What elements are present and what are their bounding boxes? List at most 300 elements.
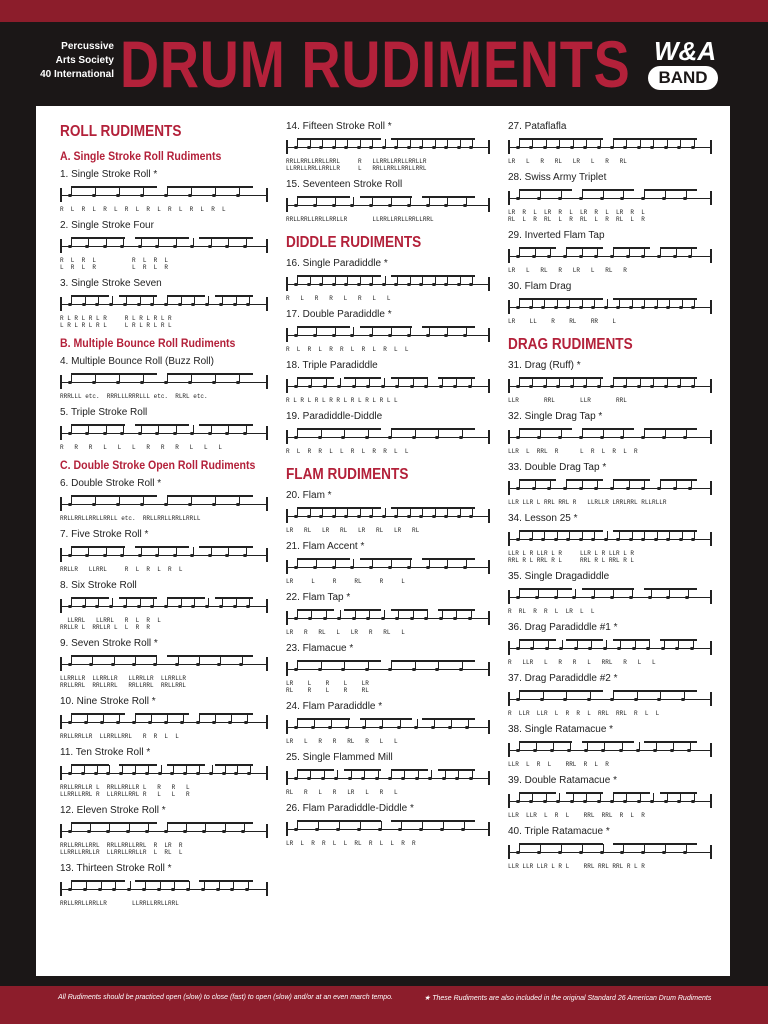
note-beam: [391, 660, 475, 662]
barline: [488, 509, 490, 523]
note-head: [341, 668, 345, 671]
note-head: [219, 605, 223, 608]
note-head: [401, 777, 405, 780]
note-head: [410, 385, 414, 388]
note-head: [432, 515, 436, 518]
note-beam: [167, 186, 253, 188]
rudiment-title: 17. Double Paradiddle *: [286, 309, 392, 320]
note-beam: [582, 428, 635, 430]
barline: [710, 140, 712, 154]
note-head: [164, 721, 168, 724]
barline: [508, 481, 510, 495]
note-head: [448, 726, 452, 729]
note-head: [620, 197, 624, 200]
note-head: [662, 197, 666, 200]
note-head: [623, 800, 627, 803]
note-beam: [438, 769, 475, 771]
note-head: [294, 777, 298, 780]
note-head: [217, 663, 221, 666]
note-head: [323, 385, 327, 388]
note-head: [468, 385, 472, 388]
note-head: [68, 663, 72, 666]
note-head: [444, 515, 448, 518]
note-head: [398, 828, 402, 831]
note-head: [103, 432, 107, 435]
note-head: [397, 726, 401, 729]
note-beam: [199, 546, 253, 548]
rudiment-item: [60, 528, 268, 573]
note-head: [307, 283, 311, 286]
note-head: [212, 381, 216, 384]
note-beam: [135, 424, 189, 426]
barline: [508, 191, 510, 205]
rudiment-title: 19. Paradiddle-Diddle: [286, 411, 383, 422]
rudiment-title: 33. Double Drag Tap *: [508, 462, 607, 473]
note-beam: [167, 597, 205, 599]
note-beam: [297, 326, 350, 328]
barline: [488, 140, 490, 154]
note-head: [677, 800, 681, 803]
note-head: [219, 303, 223, 306]
note-head: [388, 777, 392, 780]
rudiment-item: [60, 406, 268, 451]
note-beam: [297, 820, 381, 822]
rudiment-item: [286, 178, 490, 223]
note-head: [532, 255, 536, 258]
note-head: [196, 663, 200, 666]
barline: [286, 379, 288, 393]
note-head: [554, 538, 558, 541]
column-3: [508, 120, 712, 876]
note-head: [83, 888, 87, 891]
note-beam: [297, 769, 334, 771]
rudiment-title: 34. Lesson 25 *: [508, 513, 578, 524]
rudiment-sticking: LR RL LR RL LR RL LR RL: [286, 527, 420, 534]
rudiment-item: [60, 862, 268, 907]
rudiment-item: [286, 751, 490, 796]
note-head: [379, 726, 383, 729]
note-head: [186, 888, 190, 891]
note-head: [294, 204, 298, 207]
section-heading: ROLL RUDIMENTS: [60, 123, 182, 140]
rudiment-sticking: R R R L L L R R R L L L: [60, 444, 223, 451]
rudiment-title: 37. Drag Paradiddle #2 *: [508, 673, 618, 684]
note-head: [294, 436, 298, 439]
rudiment-title: 18. Triple Paradiddle: [286, 360, 378, 371]
barline: [60, 188, 62, 202]
note-head: [68, 605, 72, 608]
note-head: [178, 605, 182, 608]
note-head: [675, 647, 679, 650]
rudiment-item: [286, 359, 490, 404]
note-head: [244, 721, 248, 724]
note-head: [469, 283, 473, 286]
barline: [488, 328, 490, 342]
note-head: [369, 566, 373, 569]
rudiment-sticking: R L R L R L R R L R L R L R L L: [286, 397, 398, 404]
note-beam: [167, 655, 253, 657]
note-head: [246, 303, 250, 306]
note-head: [116, 381, 120, 384]
rudiment-title: 20. Flam *: [286, 490, 332, 501]
rudiment-title: 12. Eleven Stroke Roll *: [60, 805, 166, 816]
notation-staff: [508, 136, 712, 158]
note-head: [558, 197, 562, 200]
note-beam: [297, 718, 350, 720]
note-head: [243, 245, 247, 248]
barline: [508, 794, 510, 808]
notation-staff: [286, 767, 490, 789]
note-head: [419, 828, 423, 831]
note-beam: [391, 609, 428, 611]
rudiment-title: 11. Ten Stroke Roll *: [60, 747, 151, 758]
note-head: [334, 777, 338, 780]
note-head: [691, 538, 695, 541]
note-head: [412, 668, 416, 671]
note-head: [140, 194, 144, 197]
rudiment-title: 10. Nine Stroke Roll *: [60, 696, 156, 707]
note-head: [529, 538, 533, 541]
note-head: [583, 800, 587, 803]
note-head: [688, 255, 692, 258]
note-head: [294, 334, 298, 337]
rudiment-sticking: LR L R R L L RL R L L R R: [286, 840, 416, 847]
note-head: [120, 554, 124, 557]
note-head: [140, 503, 144, 506]
note-head: [382, 146, 386, 149]
note-head: [68, 721, 72, 724]
note-head: [369, 283, 373, 286]
note-head: [236, 194, 240, 197]
note-beam: [71, 546, 125, 548]
note-head: [601, 749, 605, 752]
note-head: [641, 255, 645, 258]
note-head: [137, 303, 141, 306]
rudiment-sticking: RRLLRRLLRRLLRRL R LLRRLLRRLLRRLLR LLRRLLRRLLRRLLR L RRLLRRLLRRLLRRL: [286, 158, 427, 172]
note-head: [106, 772, 110, 775]
note-beam: [613, 138, 697, 140]
note-head: [89, 663, 93, 666]
note-beam: [582, 189, 635, 191]
note-head: [109, 605, 113, 608]
note-head: [623, 146, 627, 149]
rudiment-item: [286, 700, 490, 745]
barline: [266, 599, 268, 613]
note-beam: [644, 428, 697, 430]
note-head: [558, 436, 562, 439]
note-beam: [613, 377, 697, 379]
barline: [710, 743, 712, 757]
note-head: [653, 749, 657, 752]
note-head: [570, 800, 574, 803]
barline: [286, 198, 288, 212]
note-head: [535, 596, 539, 599]
rudiment-item: [508, 280, 712, 325]
note-head: [516, 306, 520, 309]
note-beam: [297, 609, 334, 611]
note-head: [469, 515, 473, 518]
note-beam: [391, 507, 475, 509]
note-head: [556, 800, 560, 803]
rudiment-title: 24. Flam Paradiddle *: [286, 701, 383, 712]
barline: [508, 379, 510, 393]
note-head: [545, 647, 549, 650]
pas-credit: [36, 40, 114, 82]
rudiment-sticking: LLR L R L RRL R L R: [508, 761, 609, 768]
note-head: [357, 283, 361, 286]
note-head: [155, 245, 159, 248]
note-head: [388, 566, 392, 569]
barline: [266, 715, 268, 729]
note-head: [85, 245, 89, 248]
note-head: [138, 245, 142, 248]
note-head: [617, 647, 621, 650]
note-head: [216, 888, 220, 891]
note-head: [123, 303, 127, 306]
note-head: [407, 334, 411, 337]
notation-staff: [508, 375, 712, 397]
note-head: [591, 306, 595, 309]
note-beam: [519, 530, 603, 532]
barline: [266, 375, 268, 389]
note-head: [636, 749, 640, 752]
note-head: [558, 851, 562, 854]
note-head: [541, 306, 545, 309]
note-beam: [119, 597, 157, 599]
barline: [286, 277, 288, 291]
note-head: [140, 381, 144, 384]
note-head: [540, 698, 544, 701]
note-head: [579, 306, 583, 309]
note-head: [516, 436, 520, 439]
note-beam: [519, 298, 603, 300]
note-head: [435, 668, 439, 671]
note-head: [230, 888, 234, 891]
note-head: [120, 245, 124, 248]
note-head: [178, 303, 182, 306]
notation-staff: [508, 637, 712, 659]
note-head: [205, 303, 209, 306]
note-head: [455, 777, 459, 780]
note-head: [132, 663, 136, 666]
note-beam: [71, 655, 157, 657]
rudiment-title: 30. Flam Drag: [508, 281, 572, 292]
barline: [60, 715, 62, 729]
note-head: [657, 698, 661, 701]
rudiment-item: [60, 355, 268, 400]
note-head: [388, 204, 392, 207]
note-head: [424, 617, 428, 620]
rudiment-title: 39. Double Ratamacue *: [508, 775, 617, 786]
note-beam: [119, 295, 157, 297]
rudiment-item: [60, 277, 268, 329]
note-head: [529, 306, 533, 309]
barline: [60, 657, 62, 671]
note-head: [556, 385, 560, 388]
note-beam: [167, 764, 205, 766]
note-head: [150, 605, 154, 608]
note-head: [600, 851, 604, 854]
note-head: [650, 385, 654, 388]
barline: [488, 771, 490, 785]
note-beam: [360, 196, 413, 198]
note-head: [407, 146, 411, 149]
barline: [60, 297, 62, 311]
note-head: [626, 487, 630, 490]
note-head: [120, 432, 124, 435]
barline: [508, 249, 510, 263]
note-head: [604, 306, 608, 309]
note-beam: [519, 588, 572, 590]
note-head: [597, 385, 601, 388]
note-head: [208, 432, 212, 435]
rudiment-item: [60, 219, 268, 271]
top-red-band: [0, 0, 768, 22]
staff-line: [286, 386, 490, 387]
note-head: [345, 726, 349, 729]
note-head: [687, 749, 691, 752]
note-head: [532, 487, 536, 490]
note-head: [369, 146, 373, 149]
note-head: [637, 385, 641, 388]
note-head: [92, 381, 96, 384]
note-head: [610, 385, 614, 388]
note-head: [616, 538, 620, 541]
note-head: [641, 487, 645, 490]
note-head: [516, 385, 520, 388]
rudiment-sticking: RL R L R LR L R L: [286, 789, 398, 796]
note-head: [362, 726, 366, 729]
logo-wa-text: W&A: [654, 36, 717, 66]
note-head: [394, 146, 398, 149]
rudiment-item: [508, 512, 712, 564]
note-head: [591, 538, 595, 541]
barline: [710, 191, 712, 205]
note-head: [463, 334, 467, 337]
note-head: [691, 800, 695, 803]
rudiment-sticking: R L R L R L R R L R L R L R L R L R L R L L R L R L R L: [60, 315, 172, 329]
note-head: [332, 146, 336, 149]
note-head: [657, 255, 661, 258]
note-head: [173, 432, 177, 435]
note-beam: [199, 237, 253, 239]
note-beam: [660, 247, 697, 249]
pas-line: Arts Society: [55, 55, 114, 66]
section-heading: DRAG RUDIMENTS: [508, 336, 633, 353]
note-head: [679, 538, 683, 541]
note-head: [632, 647, 636, 650]
notation-staff: [508, 739, 712, 761]
note-head: [233, 303, 237, 306]
note-head: [294, 726, 298, 729]
note-head: [175, 663, 179, 666]
rudiment-sticking: RRLLRRLLRRL RRLLRRLLRRL R LR R LLRRLLRRLLR LLRRLLRRLLR L RL L: [60, 842, 183, 856]
note-head: [648, 596, 652, 599]
note-head: [641, 436, 645, 439]
note-head: [142, 888, 146, 891]
note-beam: [613, 298, 697, 300]
note-head: [414, 726, 418, 729]
note-head: [205, 605, 209, 608]
note-head: [664, 146, 668, 149]
note-head: [188, 194, 192, 197]
note-head: [145, 772, 149, 775]
rudiment-sticking: LR LL R RL RR L: [508, 318, 617, 325]
note-beam: [215, 764, 253, 766]
note-head: [516, 538, 520, 541]
notation-staff: [60, 595, 268, 617]
note-head: [579, 436, 583, 439]
note-head: [634, 698, 638, 701]
note-head: [350, 566, 354, 569]
pas-line: Percussive: [61, 41, 114, 52]
note-beam: [71, 597, 109, 599]
notation-staff: [286, 324, 490, 346]
note-beam: [71, 237, 125, 239]
note-head: [610, 698, 614, 701]
note-head: [516, 800, 520, 803]
note-head: [92, 503, 96, 506]
note-head: [543, 385, 547, 388]
barline: [60, 824, 62, 838]
note-head: [98, 888, 102, 891]
note-head: [654, 306, 658, 309]
note-head: [92, 194, 96, 197]
note-head: [431, 726, 435, 729]
rudiment-item: [508, 120, 712, 165]
rudiment-title: 15. Seventeen Stroke Roll: [286, 179, 403, 190]
note-head: [212, 194, 216, 197]
barline: [266, 657, 268, 671]
note-beam: [391, 769, 428, 771]
note-head: [307, 146, 311, 149]
barline: [266, 766, 268, 780]
note-head: [457, 515, 461, 518]
notation-staff: [508, 841, 712, 863]
note-head: [412, 436, 416, 439]
note-head: [677, 146, 681, 149]
note-beam: [566, 479, 603, 481]
note-beam: [519, 792, 556, 794]
note-head: [530, 647, 534, 650]
rudiment-sticking: LLR RRL LLR RRL: [508, 397, 627, 404]
barline: [710, 590, 712, 604]
note-head: [132, 772, 136, 775]
note-beam: [135, 546, 189, 548]
note-head: [173, 245, 177, 248]
note-beam: [566, 639, 603, 641]
note-beam: [613, 479, 650, 481]
rudiment-sticking: LR L R RL R L: [286, 578, 405, 585]
note-beam: [519, 690, 603, 692]
note-head: [212, 503, 216, 506]
rudiment-item: [286, 642, 490, 694]
rudiment-sticking: LLRRL LLRRL R L R L RRLLR L RRLLR L L R R: [60, 617, 161, 631]
note-head: [579, 197, 583, 200]
note-head: [559, 647, 563, 650]
note-head: [225, 245, 229, 248]
barline: [710, 532, 712, 546]
note-head: [328, 726, 332, 729]
note-head: [457, 283, 461, 286]
note-beam: [644, 189, 697, 191]
rudiment-item: [508, 229, 712, 274]
note-head: [196, 772, 200, 775]
rudiment-title: 4. Multiple Bounce Roll (Buzz Roll): [60, 356, 214, 367]
note-beam: [613, 530, 697, 532]
note-head: [410, 617, 414, 620]
column-2: [286, 120, 490, 853]
